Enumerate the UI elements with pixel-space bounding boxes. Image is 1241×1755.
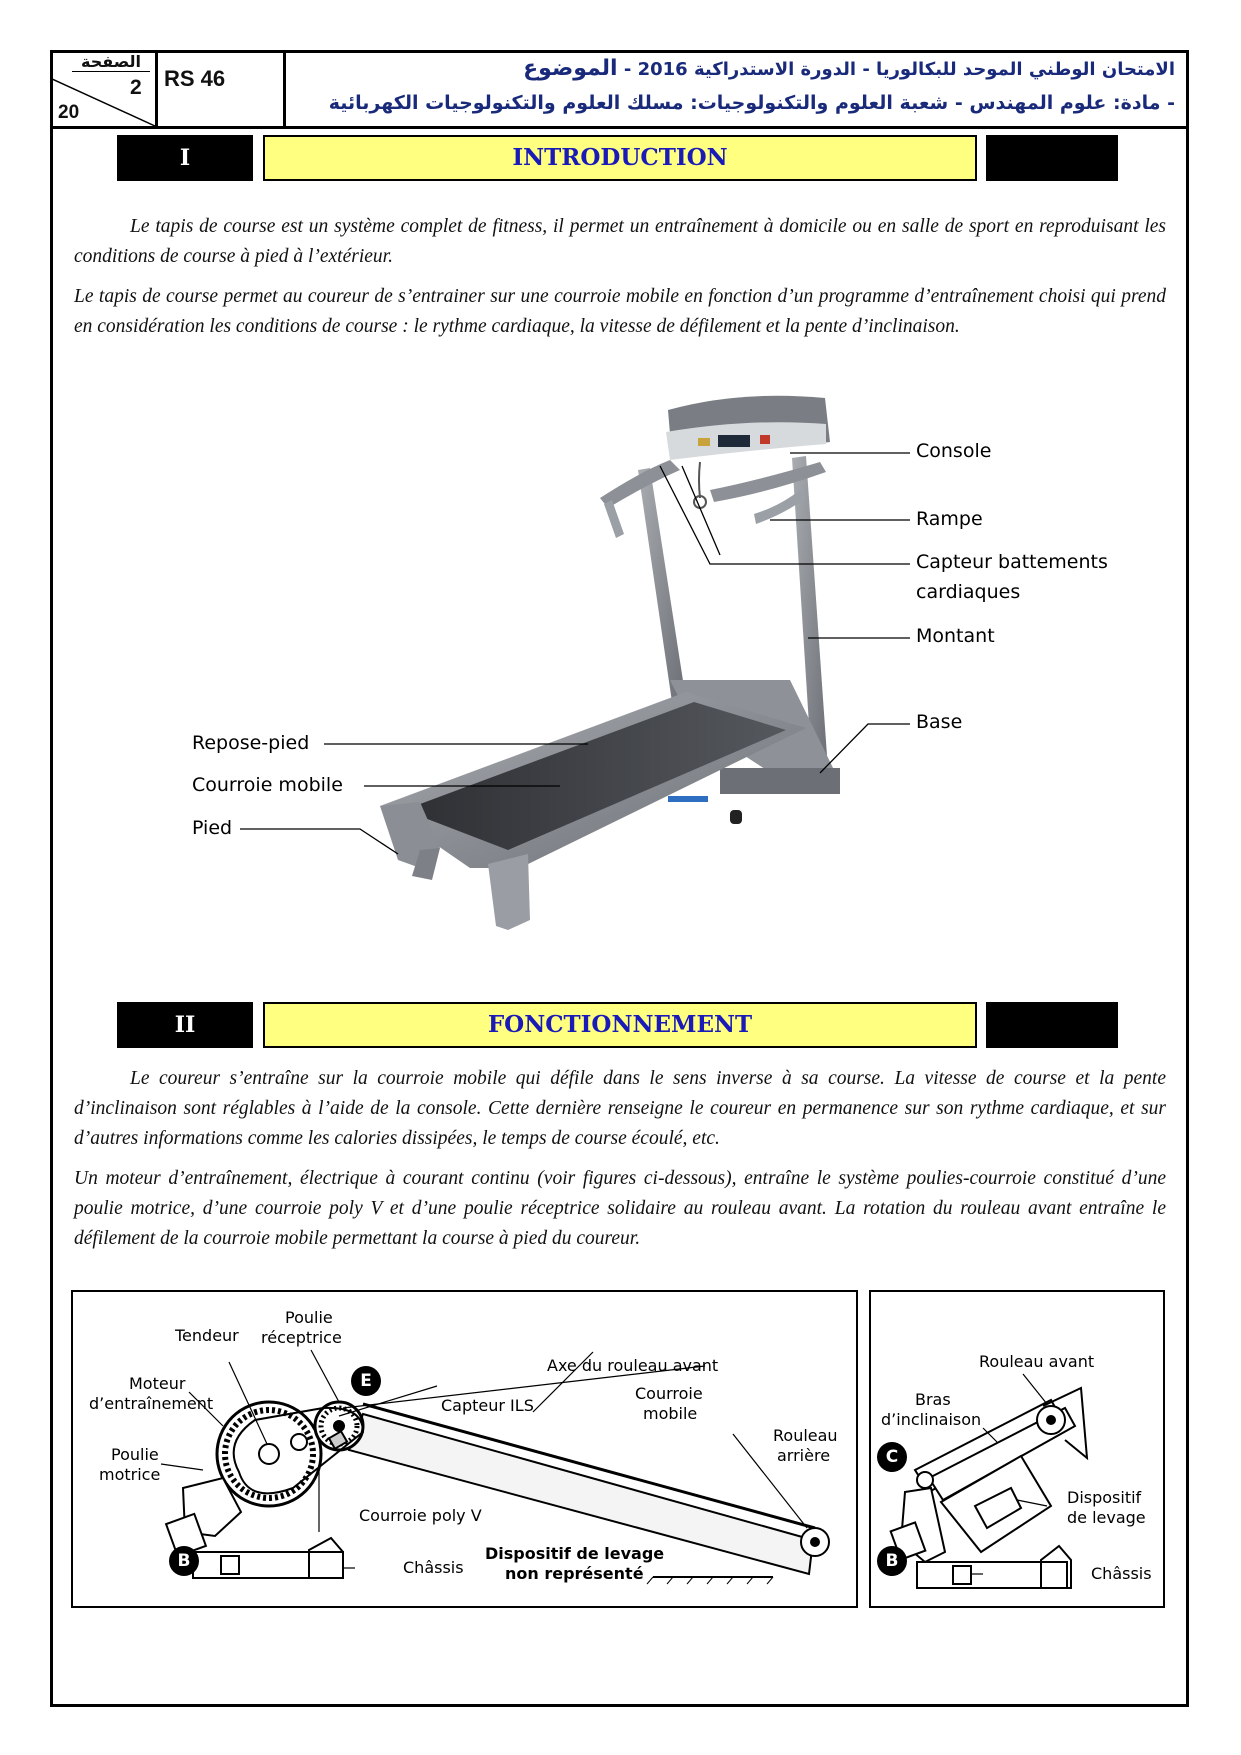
label-courroie-mobile: Courroie mobile bbox=[192, 774, 343, 796]
label-courroie-poly-v: Courroie poly V bbox=[359, 1506, 482, 1525]
intro-paragraph-1: Le tapis de course est un système complet de fitness, il permet un entraînement à domicile ou en salle de sport en reproduisant les conditions de course à pied à l’extérieur. bbox=[74, 216, 1166, 267]
exam-session: الامتحان الوطني الموحد للبكالوريا - الدورة الاستدراكية bbox=[694, 59, 1175, 80]
label-axe-rouleau: Axe du rouleau avant bbox=[547, 1356, 719, 1375]
label-rouleau-arriere-1: Rouleau bbox=[773, 1426, 838, 1445]
treadmill-leader-lines bbox=[0, 380, 1241, 860]
section-2-number: II bbox=[117, 1002, 253, 1048]
marker-c: C bbox=[877, 1442, 907, 1472]
label-bras-2: d’inclinaison bbox=[881, 1410, 982, 1429]
label-base: Base bbox=[916, 711, 963, 733]
intro-paragraph-2: Le tapis de course permet au coureur de s’entrainer sur une courroie mobile en fonction d’un programme d’entraînement choisi qui prend en considération les conditions de course : le rythme cardiaque, la vitesse de défilement et la pente d’inclinaison. bbox=[74, 286, 1166, 337]
section-2-title: FONCTIONNEMENT bbox=[263, 1002, 977, 1048]
page-label: الصفحة bbox=[72, 52, 150, 72]
section-1-number: I bbox=[117, 135, 253, 181]
label-dispositif-2: de levage bbox=[1067, 1508, 1146, 1527]
exam-year: 2016 bbox=[637, 59, 688, 80]
label-pied: Pied bbox=[192, 817, 233, 839]
label-console: Console bbox=[916, 440, 992, 462]
label-courroie-mobile-1: Courroie bbox=[635, 1384, 703, 1403]
exam-code: RS 46 bbox=[158, 50, 286, 126]
mechanism-drawing-right bbox=[871, 1292, 1163, 1606]
section-1-title: INTRODUCTION bbox=[263, 135, 977, 181]
label-bras-1: Bras bbox=[915, 1390, 951, 1409]
mechanism-diagram-right bbox=[869, 1290, 1165, 1608]
label-chassis-left: Châssis bbox=[403, 1558, 464, 1577]
function-paragraph-1: Le coureur s’entraîne sur la courroie mobile qui défile dans le sens inverse à sa course. La vitesse de course et la pente d’inclinaison sont réglables à l’aide de la console. Cette dernière renseigne le coureur en permanence sur son rythme cardiaque, et sur d’autres informations comme les calories dissipées, le temps de course écoulé, etc. bbox=[74, 1068, 1166, 1149]
label-rouleau-arriere-2: arrière bbox=[777, 1446, 831, 1465]
exam-subject-label: الموضوع bbox=[523, 56, 618, 81]
label-poulie-receptrice-2: réceptrice bbox=[261, 1328, 342, 1347]
mechanism-diagram-left bbox=[71, 1290, 858, 1608]
function-paragraph-2: Un moteur d’entraînement, électrique à courant continu (voir figures ci-dessous), entraîne le système poulies-courroie constitué d’une poulie motrice, d’une courroie poly V et d’une poulie réceptrice solidaire au rouleau avant. La rotation du rouleau avant entraîne le défilement de la courroie mobile permettant la course à pied du coureur. bbox=[74, 1168, 1166, 1249]
page-counter bbox=[50, 50, 158, 126]
label-repose-pied: Repose-pied bbox=[192, 732, 310, 754]
marker-e: E bbox=[351, 1366, 381, 1396]
label-levage-1: Dispositif de levage bbox=[485, 1544, 665, 1563]
page-number: 2 bbox=[130, 76, 142, 99]
label-rampe: Rampe bbox=[916, 508, 983, 530]
label-poulie-receptrice-1: Poulie bbox=[285, 1308, 333, 1327]
label-poulie-motrice-2: motrice bbox=[99, 1465, 161, 1484]
label-courroie-mobile-2: mobile bbox=[643, 1404, 698, 1423]
section-2-end-block bbox=[986, 1002, 1118, 1048]
label-capteur-ils: Capteur ILS bbox=[441, 1396, 534, 1415]
marker-b-right: B bbox=[877, 1546, 907, 1576]
exam-dash: - bbox=[623, 59, 632, 80]
label-capteur-line1: Capteur battements bbox=[916, 551, 1108, 573]
section-1-end-block bbox=[986, 135, 1118, 181]
exam-title-line bbox=[305, 56, 1175, 81]
label-capteur-line2: cardiaques bbox=[916, 581, 1021, 603]
label-moteur-2: d’entraînement bbox=[89, 1394, 214, 1413]
label-chassis-right: Châssis bbox=[1091, 1564, 1152, 1583]
label-moteur-1: Moteur bbox=[129, 1374, 186, 1393]
label-levage-2: non représenté bbox=[505, 1564, 644, 1583]
exam-stream-line: - مادة: علوم المهندس - شعبة العلوم والتكنولوجيات: مسلك العلوم والتكنولوجيات الكهربائية bbox=[328, 92, 1175, 114]
label-montant: Montant bbox=[916, 625, 995, 647]
marker-b-left: B bbox=[169, 1546, 199, 1576]
label-dispositif-1: Dispositif bbox=[1067, 1488, 1142, 1507]
exam-header bbox=[50, 50, 1189, 129]
label-rouleau-avant: Rouleau avant bbox=[979, 1352, 1095, 1371]
label-tendeur: Tendeur bbox=[175, 1326, 239, 1345]
page-total: 20 bbox=[58, 102, 80, 123]
label-poulie-motrice-1: Poulie bbox=[111, 1445, 159, 1464]
